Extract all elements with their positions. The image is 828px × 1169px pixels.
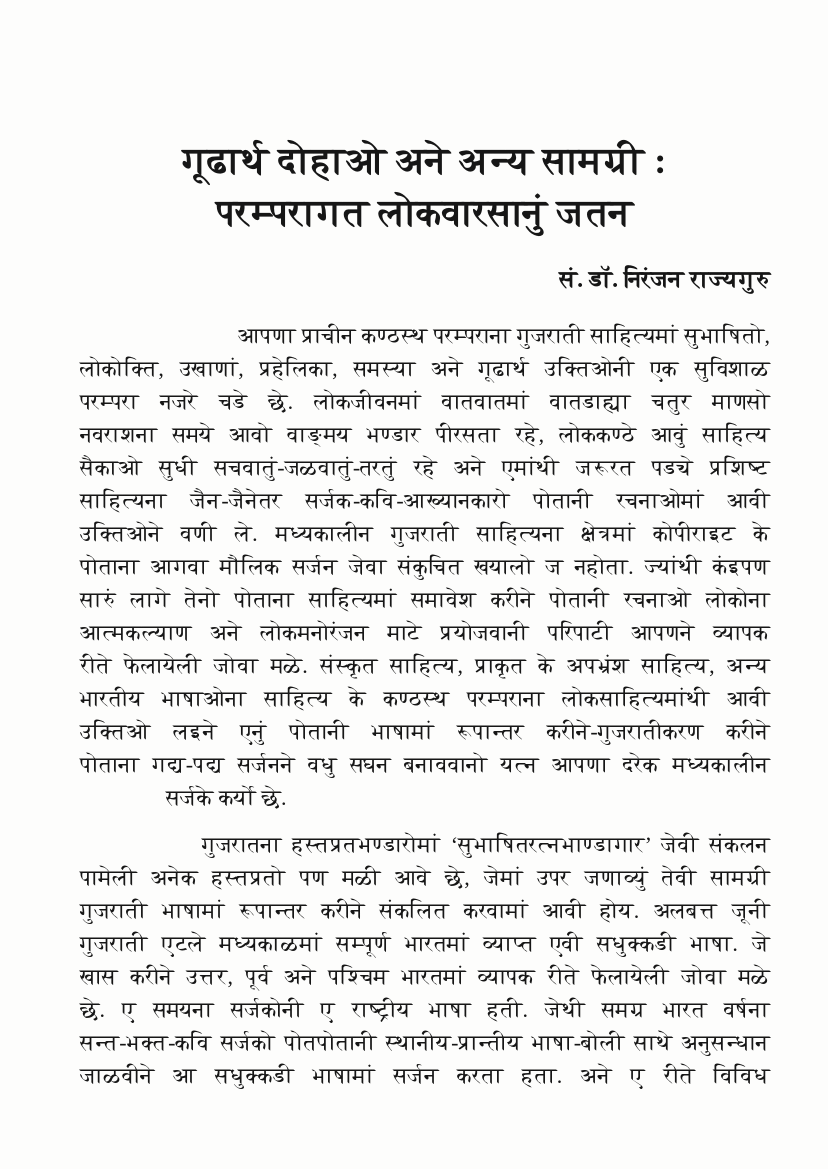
text-line: सन्त-भक्त-कवि सर्जको पोतपोतानी स्थानीय-प्रान्तीय भाषा-बोली साथे अनुसन्धान: [80, 1029, 770, 1055]
text-line: आपणा प्राचीन कण्ठस्थ परम्पराना गुजराती साहित्यमां सुभाषितो,: [238, 322, 770, 348]
text-line: परम्परा नजरे चडे छे. लोकजीवनमां वातवातमां वातडाह्या चतुर माणसो: [80, 388, 770, 414]
text-line: खास करीने उत्तर, पूर्व अने पश्चिम भारतमां व्यापक रीते फेलायेली जोवा मळे: [80, 963, 770, 989]
text-line: सारुं लागे तेनो पोताना साहित्यमां समावेश करीने पोतानी रचनाओ लोकोना: [80, 586, 770, 612]
article-body: [80, 319, 770, 1092]
text-line: गुजरातना हस्तप्रतभण्डारोमां ‘सुभाषितरत्नभाण्डागार’ जेवी संकलन: [202, 831, 770, 857]
article-title: [80, 136, 770, 240]
text-line: लोकोक्ति, उखाणां, प्रहेलिका, समस्या अने गूढार्थ उक्तिओनी एक सुविशाळ: [80, 355, 770, 381]
text-line: गुजराती भाषामां रूपान्तर करीने संकलित करवामां आवी होय. अलबत्त जूनी: [80, 897, 770, 923]
paragraph: [80, 828, 770, 1092]
text-line: पामेली अनेक हस्तप्रतो पण मळी आवे छे, जेमां उपर जणाव्युं तेवी सामग्री: [80, 864, 770, 890]
text-line: उक्तिओने वणी ले. मध्यकालीन गुजराती साहित्यना क्षेत्रमां कोपीराइट के: [80, 520, 770, 546]
text-line: उक्तिओ लइने एनुं पोतानी भाषामां रूपान्तर करीने-गुजरातीकरण करीने: [80, 718, 770, 744]
text-line: रीते फेलायेली जोवा मळे. संस्कृत साहित्य, प्राकृत के अपभ्रंश साहित्य, अन्य: [80, 652, 770, 678]
text-line: छे. ए समयना सर्जकोनी ए राष्ट्रीय भाषा हती. जेथी समग्र भारत वर्षना: [80, 996, 770, 1022]
article-title-line-1: गूढार्थ दोहाओ अने अन्य सामग्री :: [183, 141, 667, 182]
text-line: साहित्यना जैन-जैनेतर सर्जक-कवि-आख्यानकारो पोतानी रचनाओमां आवी: [80, 487, 770, 513]
text-line: पोताना आगवा मौलिक सर्जन जेवा संकुचित खयालो ज नहोता. ज्यांथी कंइपण: [80, 553, 770, 579]
text-line: भारतीय भाषाओना साहित्य के कण्ठस्थ परम्पराना लोकसाहित्यमांथी आवी: [80, 685, 770, 711]
text-line: जाळवीने आ सधुक्कडी भाषामां सर्जन करता हता. अने ए रीते विविध: [80, 1062, 770, 1088]
paragraph: [80, 319, 770, 814]
text-line: गुजराती एटले मध्यकाळमां सम्पूर्ण भारतमां व्याप्त एवी सधुक्कडी भाषा. जे: [80, 930, 770, 956]
article-title-line-2: परम्परागत लोकवारसानुं जतन: [216, 193, 634, 234]
text-line: नवराशना समये आवो वाङ्मय भण्डार पीरसता रहे, लोककण्ठे आवुं साहित्य: [80, 421, 770, 447]
text-block: [80, 0, 770, 1092]
text-line: सैकाओ सुधी सचवातुं-जळवातुं-तरतुं रहे अने एमांथी जरूरत पड्ये प्रशिष्ट: [80, 454, 770, 480]
text-line: सर्जके कर्यो छे.: [166, 784, 287, 810]
text-line: पोताना गद्य-पद्य सर्जनने वधु सघन बनाववानो यत्न आपणा दरेक मध्यकालीन: [80, 751, 770, 777]
byline-editor-author: सं. डॉ. निरंजन राज्यगुरु: [559, 266, 770, 293]
text-line: आत्मकल्याण अने लोकमनोरंजन माटे प्रयोजवानी परिपाटी आपणने व्यापक: [80, 619, 770, 645]
